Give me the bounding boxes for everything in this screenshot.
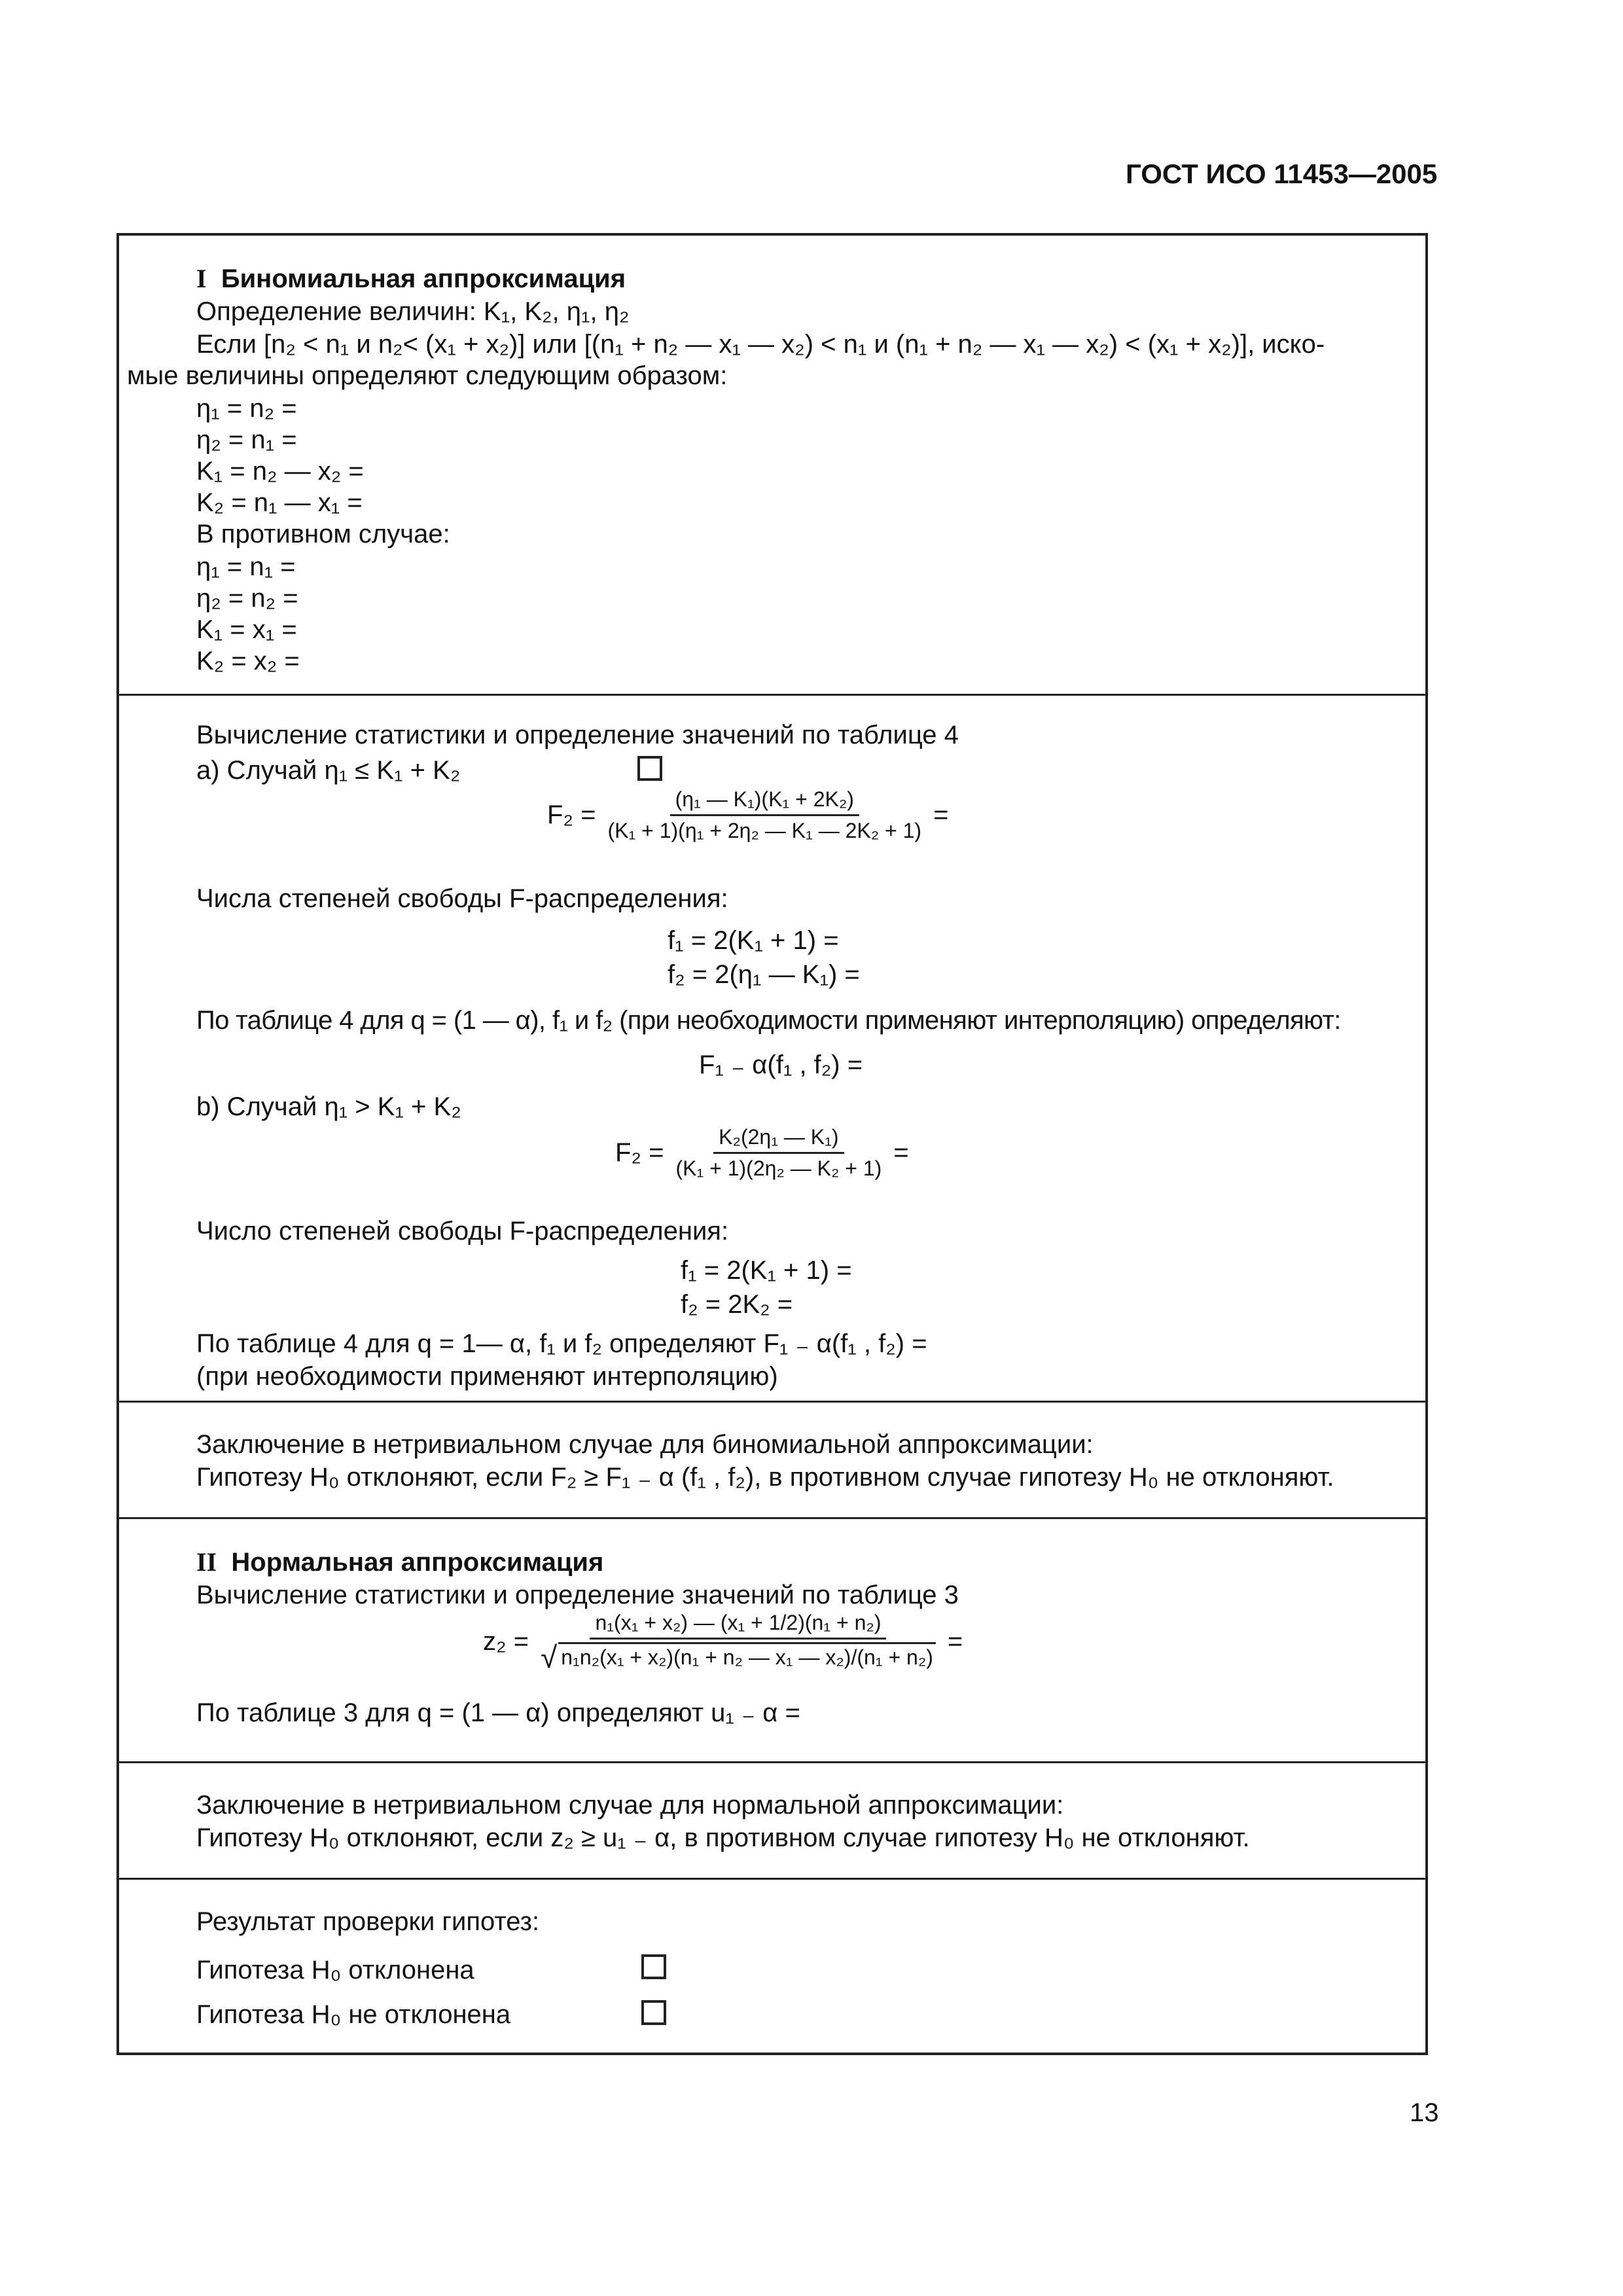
section-heading — [196, 266, 626, 292]
equation: K₂ = n₁ — x₁ = — [196, 488, 363, 517]
section-binomial-definitions — [119, 236, 1425, 694]
section-normal-approximation — [119, 1519, 1425, 1761]
section-normal-conclusion — [119, 1763, 1425, 1878]
formula-denominator: (K₁ + 1)(2η₂ — K₂ + 1) — [675, 1157, 882, 1180]
formula-numerator: K₂(2η₁ — K₁) — [713, 1125, 844, 1154]
section-binomial-conclusion — [119, 1403, 1425, 1517]
case-a-checkbox[interactable] — [637, 756, 662, 781]
formula-f2-case-a — [547, 787, 948, 843]
result-option-rejected: Гипотеза H₀ отклонена — [196, 1956, 474, 1984]
equals-sign: = — [947, 1626, 963, 1656]
equals-sign: = — [933, 800, 949, 829]
formula-numerator: (η₁ — K₁)(K₁ + 2K₂) — [670, 787, 859, 816]
formula-denominator — [535, 1640, 941, 1672]
equation: η₂ = n₁ = — [196, 425, 297, 454]
section-binomial-statistics — [119, 696, 1425, 1401]
formula-z2 — [483, 1611, 963, 1672]
equation-f1: f₁ = 2(K₁ + 1) = — [668, 926, 839, 955]
conclusion-title: Заключение в нетривиальном случае для биномиальной аппроксимации: — [196, 1430, 1094, 1459]
not-rejected-checkbox[interactable] — [641, 2000, 666, 2025]
dof-label: Числа степеней свободы F-распределения: — [196, 884, 728, 913]
table-lookup-line: По таблице 3 для q = (1 — α) определяют u₁ ₋ α = — [196, 1698, 800, 1727]
equation: η₁ = n₁ = — [196, 552, 296, 581]
equation-f1: f₁ = 2(K₁ + 1) = — [681, 1256, 852, 1285]
section-title: Биномиальная аппроксимация — [221, 264, 626, 293]
sqrt-sign: √ — [541, 1640, 558, 1674]
otherwise-label: В противном случае: — [196, 520, 450, 548]
definitions-line: Определение величин: K₁, K₂, η₁, η₂ — [196, 297, 630, 326]
table-lookup-line: По таблице 4 для q = 1— α, f₁ и f₂ определяют F₁ ₋ α(f₁ , f₂) = — [196, 1329, 927, 1358]
dof-label: Число степеней свободы F-распределения: — [196, 1217, 729, 1246]
result-title: Результат проверки гипотез: — [196, 1907, 540, 1936]
table-lookup-line-cont: (при необходимости применяют интерполяцию) — [196, 1362, 778, 1391]
statistics-intro: Вычисление статистики и определение значений по таблице 4 — [196, 721, 959, 749]
formula-f2-case-b — [615, 1125, 909, 1181]
equation: η₂ = n₂ = — [196, 584, 298, 613]
equation-f2: f₂ = 2K₂ = — [681, 1290, 793, 1319]
form-frame — [116, 233, 1428, 2055]
formula-numerator: n₁(x₁ + x₂) — (x₁ + 1/2)(n₁ + n₂) — [590, 1611, 886, 1640]
section-heading — [196, 1549, 603, 1575]
conclusion-rule: Гипотезу H₀ отклоняют, если z₂ ≥ u₁ ₋ α, в противном случае гипотезу H₀ не отклоняют. — [196, 1823, 1250, 1852]
table-lookup-line: По таблице 4 для q = (1 — α), f₁ и f₂ (при необходимости применяют интерполяцию) определяют: — [196, 1006, 1341, 1035]
equals-sign: = — [893, 1138, 909, 1167]
radicand: n₁n₂(x₁ + x₂)(n₁ + n₂ — x₁ — x₂)/(n₁ + n₂) — [558, 1642, 936, 1672]
formula-lhs: F₂ = — [547, 800, 596, 829]
equation: K₁ = n₂ — x₂ = — [196, 457, 364, 486]
roman-numeral: II — [196, 1547, 217, 1577]
document-header: ГОСТ ИСО 11453—2005 — [1126, 158, 1438, 189]
critical-value: F₁ ₋ α(f₁ , f₂) = — [699, 1050, 863, 1079]
section-result — [119, 1880, 1425, 2055]
section-title: Нормальная аппроксимация — [231, 1548, 604, 1577]
condition-line: Если [n₂ < n₁ и n₂< (x₁ + x₂)] или [(n₁ + n₂ — x₁ — x₂) < n₁ и (n₁ + n₂ — x₁ — x₂) < (x₁ + x₂)], иско- — [196, 330, 1325, 359]
roman-numeral: I — [196, 264, 207, 293]
result-option-not-rejected: Гипотеза H₀ не отклонена — [196, 2000, 511, 2029]
statistics-intro: Вычисление статистики и определение значений по таблице 3 — [196, 1581, 959, 1609]
case-a-label: а) Случай η₁ ≤ K₁ + K₂ — [196, 756, 461, 785]
formula-lhs: z₂ = — [483, 1626, 529, 1656]
formula-lhs: F₂ = — [615, 1138, 664, 1167]
equation: K₁ = x₁ = — [196, 615, 297, 644]
equation-f2: f₂ = 2(η₁ — K₁) = — [668, 960, 860, 989]
page-number: 13 — [1410, 2098, 1439, 2127]
conclusion-title: Заключение в нетривиальном случае для нормальной аппроксимации: — [196, 1791, 1064, 1820]
rejected-checkbox[interactable] — [641, 1954, 666, 1979]
conclusion-rule: Гипотезу H₀ отклоняют, если F₂ ≥ F₁ ₋ α (f₁ , f₂), в противном случае гипотезу H₀ не отклоняют. — [196, 1463, 1334, 1492]
formula-denominator: (K₁ + 1)(η₁ + 2η₂ — K₁ — 2K₂ + 1) — [607, 819, 922, 842]
equation: K₂ = x₂ = — [196, 647, 300, 675]
equation: η₁ = n₂ = — [196, 394, 297, 423]
case-b-label: b) Случай η₁ > K₁ + K₂ — [196, 1092, 461, 1121]
condition-line-cont: мые величины определяют следующим образом: — [127, 361, 728, 390]
